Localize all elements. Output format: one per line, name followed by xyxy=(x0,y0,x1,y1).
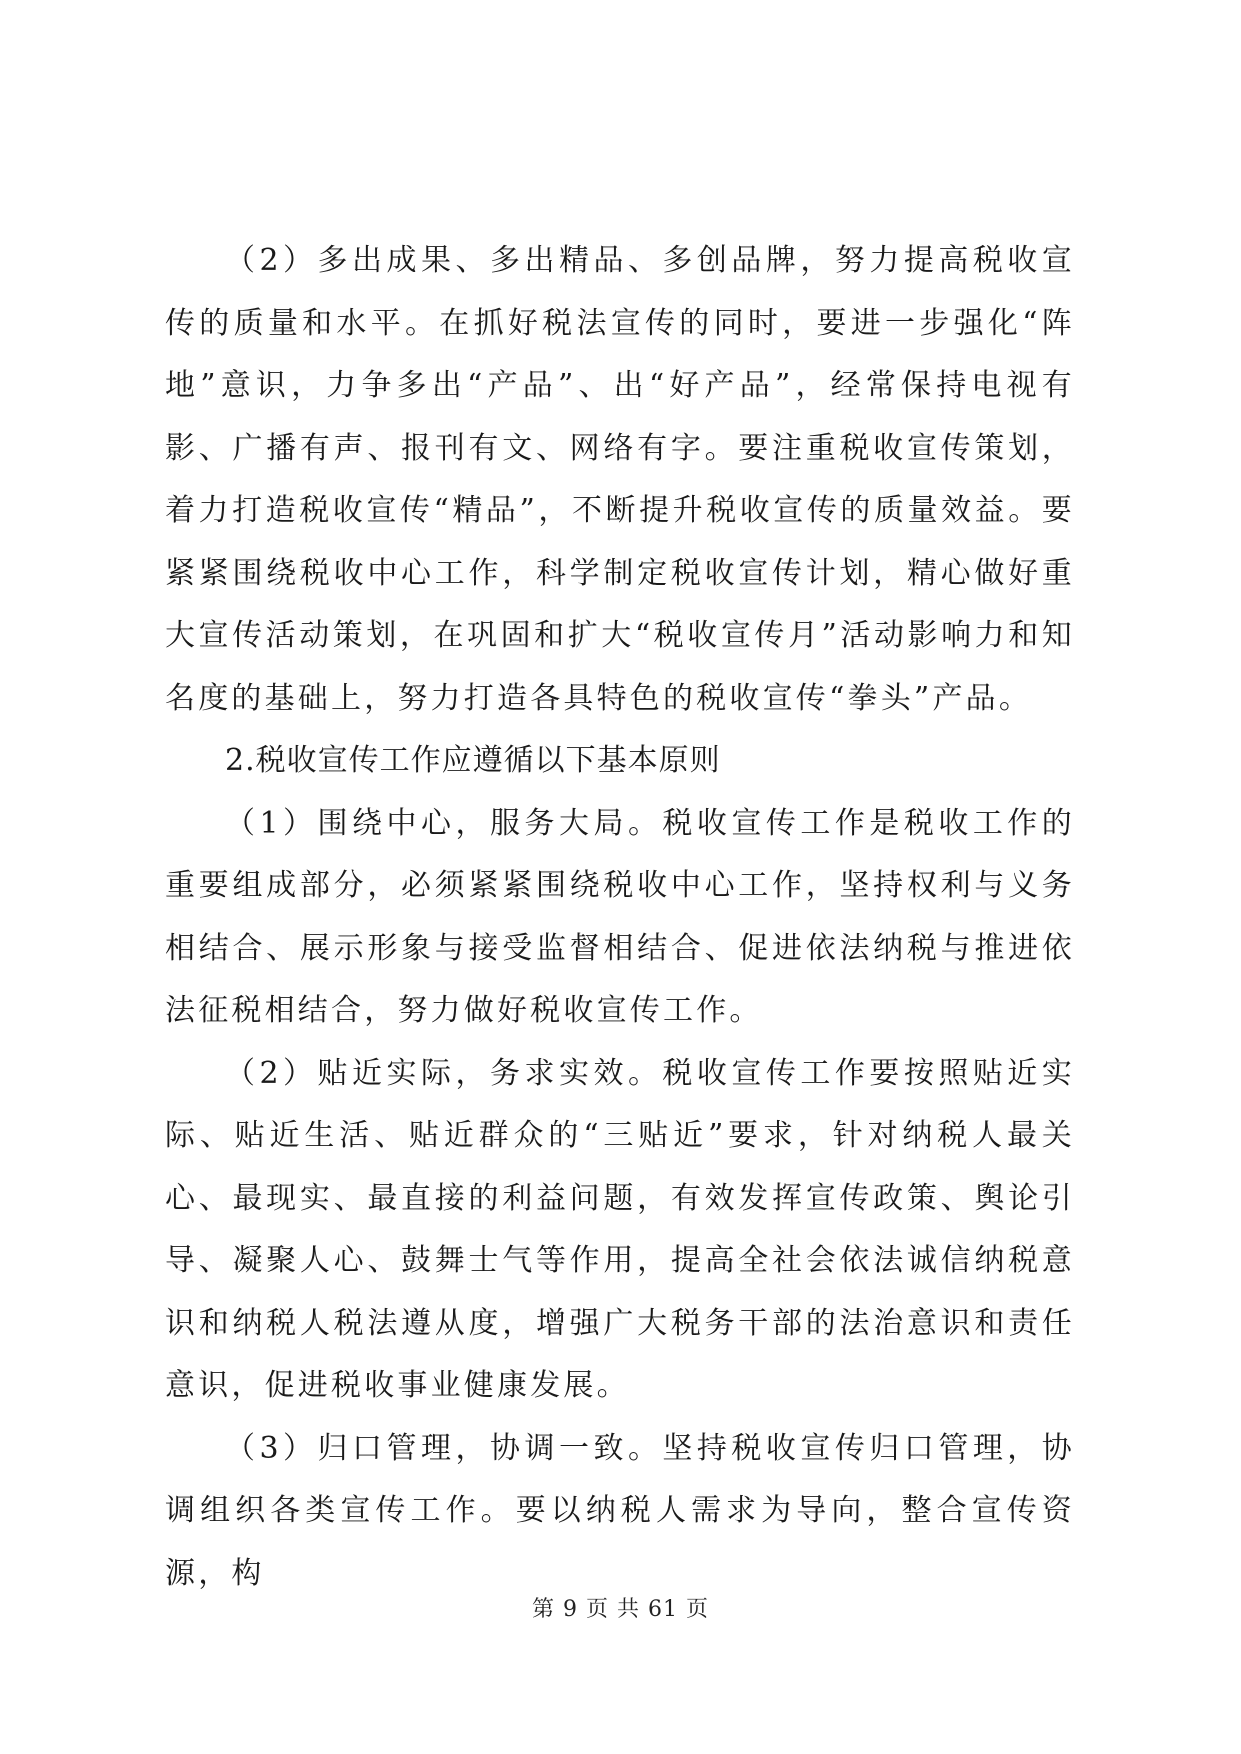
document-body xyxy=(165,230,1075,1605)
paragraph-quality-and-level: （2）多出成果、多出精品、多创品牌，努力提高税收宣传的质量和水平。在抓好税法宣传的同时，要进一步强化“阵地”意识，力争多出“产品”、出“好产品”，经常保持电视有影、广播有声、报刊有文、网络有字。要注重税收宣传策划，着力打造税收宣传“精品”，不断提升税收宣传的质量效益。要紧紧围绕税收中心工作，科学制定税收宣传计划，精心做好重大宣传活动策划，在巩固和扩大“税收宣传月”活动影响力和知名度的基础上，努力打造各具特色的税收宣传“拳头”产品。 xyxy=(165,243,1075,716)
section-heading-basic-principles: 2.税收宣传工作应遵循以下基本原则 xyxy=(225,743,721,778)
page-footer xyxy=(0,1592,1241,1623)
paragraph-principle-1: （1）围绕中心，服务大局。税收宣传工作是税收工作的重要组成部分，必须紧紧围绕税收中心工作，坚持权利与义务相结合、展示形象与接受监督相结合、促进依法纳税与推进依法征税相结合，努力做好税收宣传工作。 xyxy=(165,805,1075,1028)
paragraph-principle-3: （3）归口管理，协调一致。坚持税收宣传归口管理，协调组织各类宣传工作。要以纳税人需求为导向，整合宣传资源，构 xyxy=(165,1430,1075,1591)
page-number: 第 9 页 共 61 页 xyxy=(532,1597,709,1622)
paragraph-principle-2: （2）贴近实际，务求实效。税收宣传工作要按照贴近实际、贴近生活、贴近群众的“三贴近”要求，针对纳税人最关心、最现实、最直接的利益问题，有效发挥宣传政策、舆论引导、凝聚人心、鼓舞士气等作用，提高全社会依法诚信纳税意识和纳税人税法遵从度，增强广大税务干部的法治意识和责任意识，促进税收事业健康发展。 xyxy=(165,1055,1075,1403)
